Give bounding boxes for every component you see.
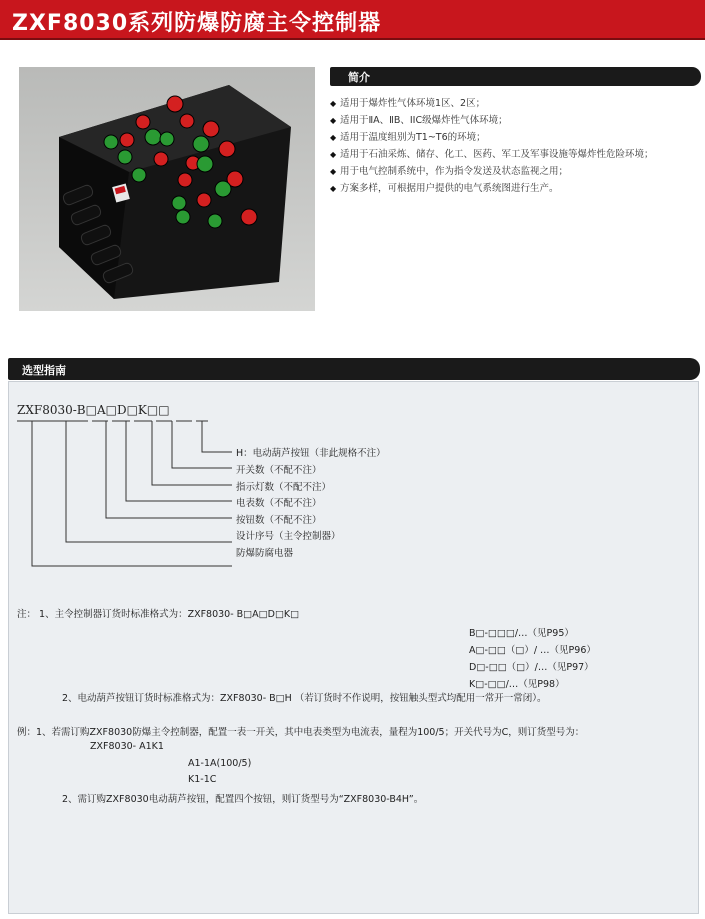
bullet-icon: ◆ (330, 167, 337, 176)
example-1-model: ZXF8030- A1K1 (90, 741, 164, 752)
legend-item: H：电动葫芦按钮（非此规格不注） (236, 448, 386, 459)
bullet-icon: ◆ (330, 99, 337, 108)
bullet-icon: ◆ (330, 133, 337, 142)
note-a-format: A□-□□（□）/ …（见P96） (469, 645, 596, 656)
legend-item: 防爆防腐电器 (236, 548, 294, 559)
legend-item: 开关数（不配不注） (236, 465, 322, 476)
page-title: ZXF8030系列防爆防腐主令控制器 (12, 11, 382, 36)
example-2: 2、需订购ZXF8030电动葫芦按钮，配置四个按钮，则订货型号为“ZXF8030-B4H”。 (62, 794, 424, 805)
note-2: 2、电动葫芦按钮订货时标准格式为：ZXF8030- B□H （若订货时不作说明，按钮触头型式均配用一常开一常闭）。 (62, 693, 547, 704)
intro-item: ◆ 适用于爆炸性气体环境1区、2区； (330, 95, 702, 112)
legend-item: 设计序号（主令控制器） (236, 531, 341, 542)
model-code: ZXF8030-B□A□D□K□□ (17, 403, 170, 417)
intro-item: ◆ 用于电气控制系统中，作为指令发送及状态监视之用； (330, 163, 702, 180)
example-1-switch: K1-1C (188, 774, 217, 785)
intro-heading: 简介 (348, 71, 370, 84)
legend-item: 按钮数（不配不注） (236, 515, 322, 526)
intro-item: ◆ 适用于ⅡA、ⅡB、IIC级爆炸性气体环境； (330, 112, 702, 129)
note-b-format: B□-□□□/…（见P95） (469, 628, 574, 639)
selection-heading: 选型指南 (22, 364, 66, 377)
bullet-icon: ◆ (330, 116, 337, 125)
note-d-format: D□-□□（□）/…（见P97） (469, 662, 594, 673)
intro-item: ◆ 方案多样，可根据用户提供的电气系统图进行生产。 (330, 180, 702, 197)
note-k-format: K□-□□/…（见P98） (469, 679, 565, 690)
example-1: 例：1、若需订购ZXF8030防爆主令控制器，配置一表一开关，其中电表类型为电流表，量程为100/5；开关代号为C，则订货型号为： (17, 727, 585, 738)
intro-item: ◆ 适用于石油采炼、储存、化工、医药、军工及军事设施等爆炸性危险环境； (330, 146, 702, 163)
example-1-meter: A1-1A(100/5) (188, 758, 252, 769)
bullet-icon: ◆ (330, 150, 337, 159)
legend-item: 指示灯数（不配不注） (236, 482, 332, 493)
note-1: 注： 1、主令控制器订货时标准格式为：ZXF8030- B□A□D□K□ (17, 609, 300, 620)
legend-item: 电表数（不配不注） (236, 498, 322, 509)
bullet-icon: ◆ (330, 184, 337, 193)
intro-item: ◆ 适用于温度组别为T1~T6的环境； (330, 129, 702, 146)
